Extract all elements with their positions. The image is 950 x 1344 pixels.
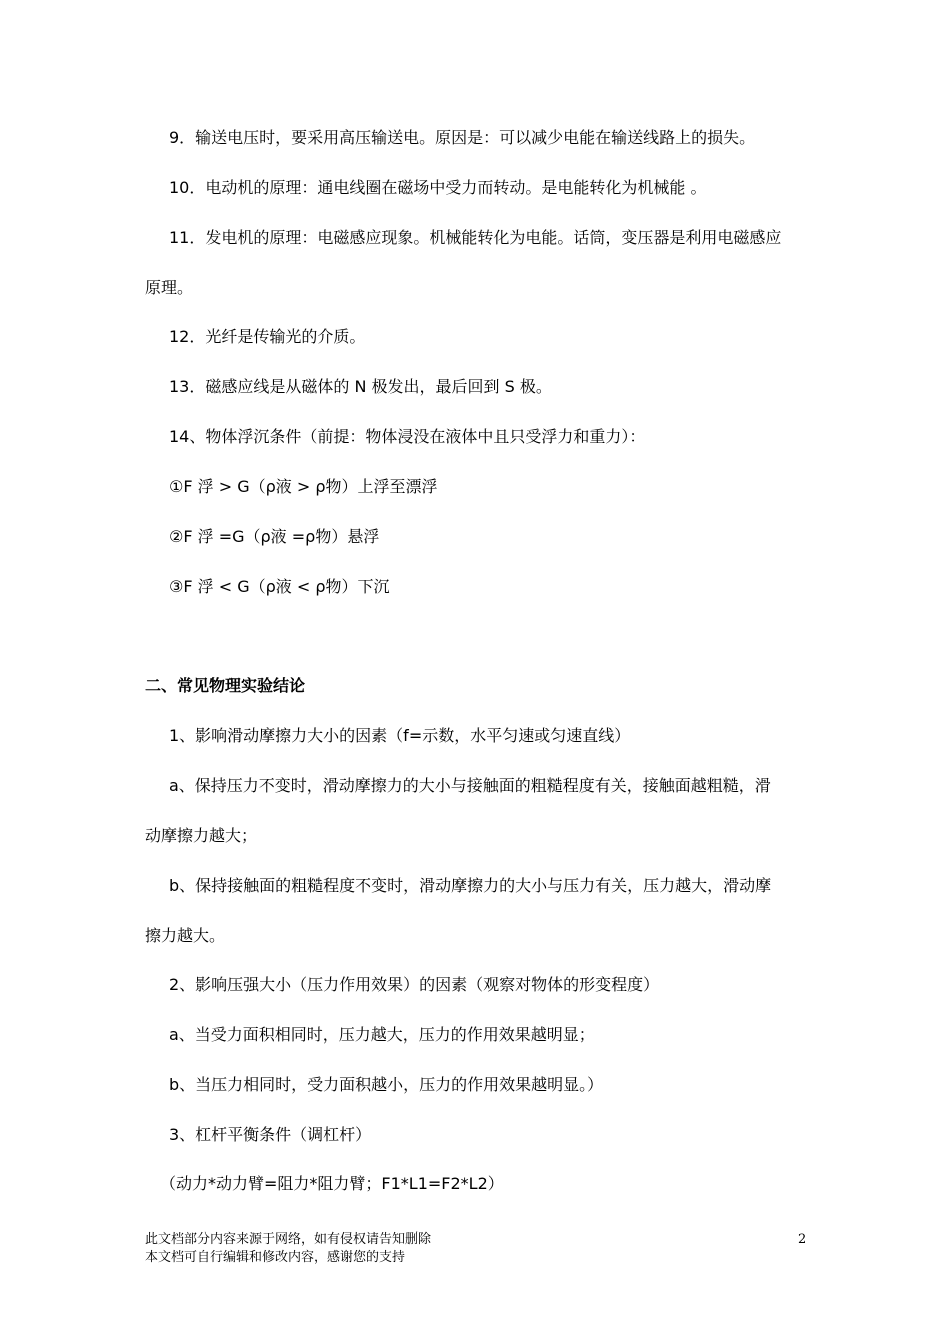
paragraph-line-12: 12．光纤是传输光的介质。 (169, 327, 366, 346)
conclusion-1a-cont: 动摩擦力越大； (145, 826, 258, 845)
conclusion-1-title: 1、影响滑动摩擦力大小的因素（f=示数，水平匀速或匀速直线） (169, 726, 631, 745)
float-condition-3: ③F 浮 < G（ρ液 < ρ物）下沉 (169, 577, 390, 596)
paragraph-line-14: 14、物体浮沉条件（前提：物体浸没在液体中且只受浮力和重力）： (169, 427, 646, 446)
conclusion-1b: b、保持接触面的粗糙程度不变时，滑动摩擦力的大小与压力有关，压力越大，滑动摩 (169, 876, 772, 895)
paragraph-line-13: 13．磁感应线是从磁体的 N 极发出，最后回到 S 极。 (169, 377, 552, 396)
paragraph-line-11: 11．发电机的原理：电磁感应现象。机械能转化为电能。话筒，变压器是利用电磁感应 (169, 228, 782, 247)
conclusion-3-title: 3、杠杆平衡条件（调杠杆） (169, 1125, 372, 1144)
paragraph-line-10: 10．电动机的原理：通电线圈在磁场中受力而转动。是电能转化为机械能 。 (169, 178, 707, 197)
conclusion-2b: b、当压力相同时，受力面积越小，压力的作用效果越明显。） (169, 1075, 604, 1094)
lever-formula: （动力*动力臂=阻力*阻力臂；F1*L1=F2*L2） (160, 1174, 504, 1193)
footer-edit-note: 本文档可自行编辑和修改内容，感谢您的支持 (145, 1250, 406, 1265)
paragraph-line-11-cont: 原理。 (145, 278, 194, 297)
section-heading: 二、常见物理实验结论 (145, 676, 306, 695)
float-condition-1: ①F 浮 > G（ρ液 > ρ物）上浮至漂浮 (169, 477, 438, 496)
float-condition-2: ②F 浮 =G（ρ液 =ρ物）悬浮 (169, 527, 380, 546)
conclusion-1b-cont: 擦力越大。 (145, 926, 226, 945)
conclusion-1a: a、保持压力不变时，滑动摩擦力的大小与接触面的粗糙程度有关，接触面越粗糙，滑 (169, 776, 771, 795)
footer-disclaimer: 此文档部分内容来源于网络，如有侵权请告知删除 (145, 1232, 432, 1247)
conclusion-2a: a、当受力面积相同时，压力越大，压力的作用效果越明显； (169, 1025, 595, 1044)
conclusion-2-title: 2、影响压强大小（压力作用效果）的因素（观察对物体的形变程度） (169, 975, 660, 994)
page-number: 2 (798, 1232, 807, 1247)
paragraph-line-9: 9．输送电压时，要采用高压输送电。原因是：可以减少电能在输送线路上的损失。 (169, 128, 756, 147)
